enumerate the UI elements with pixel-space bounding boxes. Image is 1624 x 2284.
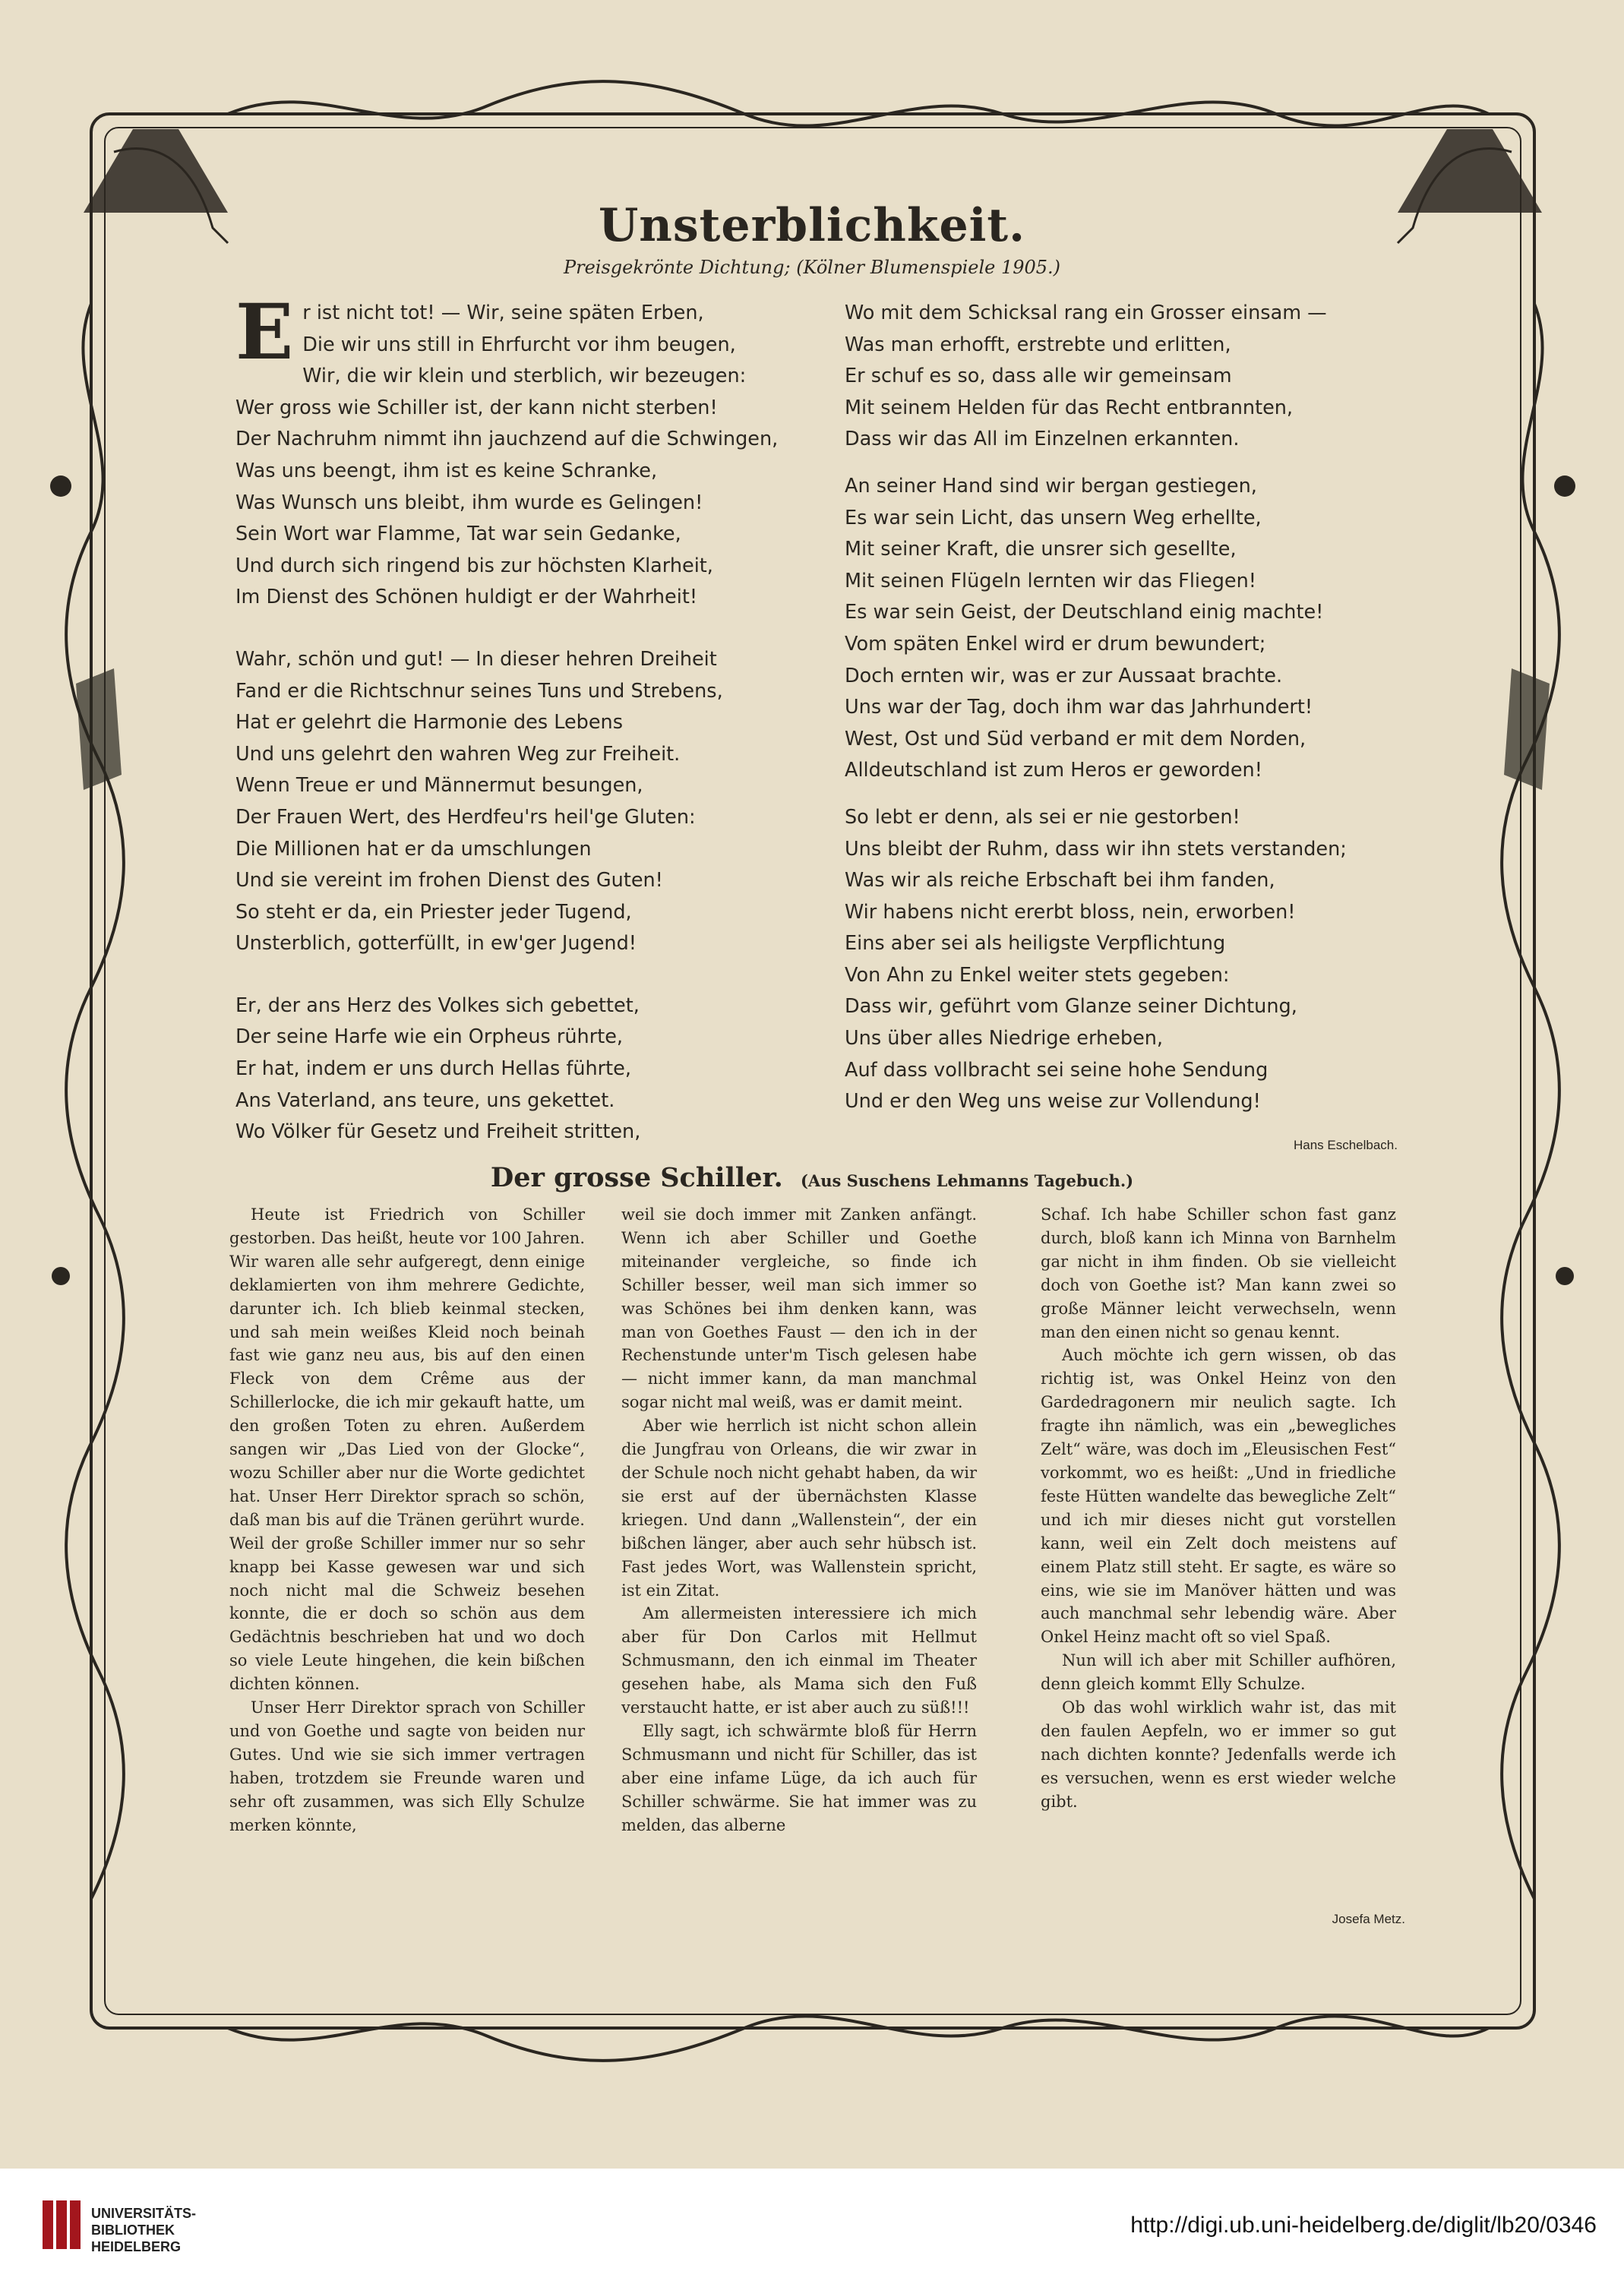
poem-line: Doch ernten wir, was er zur Aussaat brachte. — [845, 664, 1283, 687]
poem-line: So steht er da, ein Priester jeder Tugend, — [235, 900, 632, 924]
hand-right-icon — [1504, 668, 1550, 790]
poem-line: West, Ost und Süd verband er mit dem Norden, — [845, 727, 1306, 750]
paragraph: Auch möchte ich gern wissen, ob das richtig ist, was Onkel Heinz von den Gardedragonern mir neulich sagte. Ich fragte ihn nämlich, was ein „bewegliches Zelt“ wäre, was doch im „Eleusischen Fest“ vorkommt, wo es heißt: „Und in friedliche feste Hütten wandelte das bewegliche Zelt“ und ich mir dieses nicht gut vorstellen kann, weil ein Zelt doch meistens auf einem Platz still steht. Er sagte, es wäre so eins, wie sie im Manöver hätten und was auch manchmal sehr lebendig wäre. Aber Onkel Heinz macht oft so viel Spaß. — [1041, 1346, 1396, 1647]
drop-cap: E — [235, 287, 294, 377]
paragraph: Schaf. Ich habe Schiller schon fast ganz durch, bloß kann ich Minna von Barnhelm gar nicht in ihm finden. Ob sie vielleicht doch von Goethe ist? Man kann zwei so große Männer leicht verwechseln, wenn man den einen nicht so genau kennt. — [1041, 1205, 1396, 1341]
permalink-url[interactable]: http://digi.ub.uni-heidelberg.de/diglit/lb20/0346 — [1130, 2213, 1597, 2238]
poem-line: Und durch sich ringend bis zur höchsten Klarheit, — [235, 554, 713, 577]
poem-line: Mit seinem Helden für das Recht entbrannten, — [845, 396, 1294, 419]
article-title: Der grosse Schiller. — [490, 1162, 783, 1193]
poem-line: Er, der ans Herz des Volkes sich gebettet, — [235, 994, 640, 1017]
poem-line: Unsterblich, gotterfüllt, in ew'ger Jugend! — [235, 932, 637, 956]
poem-stanza — [845, 471, 1407, 787]
poem-line: Eins aber sei als heiligste Verpflichtung — [845, 932, 1226, 956]
paragraph: Elly sagt, ich schwärmte bloß für Herrn Schmusmann und nicht für Schiller, das ist aber eine infame Lüge, da ich auch für Schiller schwärme. Sie hat immer was zu melden, das alberne — [621, 1721, 977, 1834]
poem-line: Was Wunsch uns bleibt, ihm wurde es Gelingen! — [235, 491, 703, 514]
paragraph: Heute ist Friedrich von Schiller gestorben. Das heißt, heute vor 100 Jahren. Wir waren alle sehr aufgeregt, denn einige deklamierten von ihm mehrere Gedichte, darunter ich. Ich blieb keinmal stecken, und sah mein weißes Kleid noch beinah fast wie ganz neu aus, bis auf den einen Fleck von dem Crême aus der Schillerlocke, die ich mir gekauft hatte, um den großen Toten zu ehren. Außerdem sangen wir „Das Lied von der Glocke“, wozu Schiller aber nur die Worte gedichtet hat. Unser Herr Direktor sprach so schön, daß man bis auf die Tränen gerührt wurde. Weil der große Schiller immer nur so sehr knapp bei Kasse gewesen war und sich noch nicht mal die Schweiz besehen konnte, die er doch so schön aus dem Gedächtnis beschrieben hat und wo doch so viele Leute hingehen, die kein bißchen dichten können. — [229, 1205, 585, 1694]
article-column-2 — [621, 1203, 977, 1837]
poem-line: Ans Vaterland, ans teure, uns gekettet. — [235, 1088, 615, 1112]
poem-line: Uns bleibt der Ruhm, dass wir ihn stets verstanden; — [845, 837, 1347, 861]
poem-line: Es war sein Geist, der Deutschland einig machte! — [845, 601, 1324, 624]
paragraph: Am allermeisten interessiere ich mich aber für Don Carlos mit Hellmut Schmusmann, den ich einmal im Theater gesehen habe, als Mama sich den Fuß verstaucht hatte, er ist aber auch zu süß!!! — [621, 1604, 977, 1717]
poem-line: Im Dienst des Schönen huldigt er der Wahrheit! — [235, 586, 698, 609]
poem-stanza — [235, 644, 836, 960]
poem-line: Was uns beengt, ihm ist es keine Schranke, — [235, 459, 658, 482]
poem-line: Hat er gelehrt die Harmonie des Lebens — [235, 711, 623, 734]
poem-line: Uns war der Tag, doch ihm war das Jahrhundert! — [845, 696, 1313, 719]
poem-stanza — [235, 990, 836, 1148]
poem-line: Wahr, schön und gut! — In dieser hehren Dreiheit — [235, 647, 717, 671]
poem-line: Dass wir das All im Einzelnen erkannten. — [845, 428, 1240, 451]
poem-line: Die Millionen hat er da umschlungen — [235, 837, 592, 861]
poem-title: Unsterblichkeit. — [598, 199, 1026, 252]
paragraph: weil sie doch immer mit Zanken anfängt. Wenn ich aber Schiller und Goethe miteinander vergleiche, so finde ich Schiller besser, weil man sich immer so was Schönes bei ihm denken kann, was man von Goethes Faust — den ich in der Rechenstunde unter'm Tisch gelesen habe — nicht immer kann, da man manchmal sogar nicht mal weiß, was er damit meint. — [621, 1205, 977, 1412]
poem-line: Dass wir, geführt vom Glanze seiner Dichtung, — [845, 995, 1297, 1019]
poem-line: Er schuf es so, dass alle wir gemeinsam — [845, 365, 1232, 388]
footer-bar — [0, 2169, 1624, 2284]
poem-line: Es war sein Licht, das unsern Weg erhellte, — [845, 506, 1262, 529]
poem-line: Wo Völker für Gesetz und Freiheit stritten, — [235, 1120, 641, 1144]
poem-line: An seiner Hand sind wir bergan gestiegen, — [845, 474, 1257, 498]
article-column-1 — [229, 1203, 585, 1837]
poem-line: Und er den Weg uns weise zur Vollendung! — [845, 1090, 1261, 1114]
poem-line: Der seine Harfe wie ein Orpheus rührte, — [235, 1025, 623, 1049]
poem-line: Und uns gelehrt den wahren Weg zur Freiheit. — [235, 742, 681, 766]
poem-stanza — [845, 802, 1407, 1118]
poem-line: r ist nicht tot! — Wir, seine späten Erben, — [302, 302, 704, 324]
paragraph: Ob das wohl wirklich wahr ist, das mit den faulen Aepfeln, wo er immer so gut nach dichten konnte? Jedenfalls werde ich es versuchen, wenn es erst wieder welche gibt. — [1041, 1698, 1396, 1811]
poem-line: Auf dass vollbracht sei seine hohe Sendung — [845, 1058, 1269, 1082]
paragraph: Unser Herr Direktor sprach von Schiller und von Goethe und sagte von beiden nur Gutes. Und wie sie sich immer vertragen haben, trotzdem sie Freunde waren und sehr oft zusammen, was sich Elly Schulze merken könnte, — [229, 1698, 585, 1834]
poem-line: Wer gross wie Schiller ist, der kann nicht sterben! — [235, 396, 718, 419]
poem-line: Die wir uns still in Ehrfurcht vor ihm beugen, — [302, 333, 736, 356]
library-name — [91, 2205, 196, 2255]
poem-stanza — [235, 287, 836, 614]
poem-line: Was wir als reiche Erbschaft bei ihm fanden, — [845, 869, 1275, 892]
article-heading — [0, 1162, 1624, 1193]
poem-line: Mit seiner Kraft, die unsrer sich gesellte, — [845, 538, 1237, 561]
article-author: Josefa Metz. — [1332, 1912, 1405, 1926]
poem-line: Vom späten Enkel wird er drum bewundert; — [845, 632, 1266, 656]
library-name-line: UNIVERSITÄTS- — [91, 2206, 197, 2221]
poem-line: Wir, die wir klein und sterblich, wir bezeugen: — [302, 365, 747, 388]
poem-line: Der Frauen Wert, des Herdfeu'rs heil'ge Gluten: — [235, 805, 696, 829]
library-name-line: HEIDELBERG — [91, 2239, 182, 2254]
poem-line: Sein Wort war Flamme, Tat war sein Gedanke, — [235, 523, 681, 546]
poem-left-column — [235, 287, 836, 1179]
poem-author: Hans Eschelbach. — [1293, 1138, 1398, 1152]
article-subtitle: (Aus Suschens Lehmanns Tagebuch.) — [800, 1171, 1134, 1190]
poem-stanza — [845, 298, 1407, 456]
paragraph: Nun will ich aber mit Schiller aufhören, denn gleich kommt Elly Schulze. — [1041, 1651, 1396, 1694]
poem-subtitle: Preisgekrönte Dichtung; (Kölner Blumenspiele 1905.) — [563, 257, 1061, 278]
poem-line: Der Nachruhm nimmt ihn jauchzend auf die Schwingen, — [235, 428, 779, 451]
university-logo-icon — [43, 2200, 81, 2249]
poem-line: Alldeutschland ist zum Heros er geworden! — [845, 759, 1262, 782]
poem-right-column — [845, 298, 1407, 1133]
poem-line: Wo mit dem Schicksal rang ein Grosser einsam — — [845, 302, 1327, 324]
poem-line: Was man erhofft, erstrebte und erlitten, — [845, 333, 1231, 356]
hand-left-icon — [76, 668, 122, 790]
library-name-line: BIBLIOTHEK — [91, 2222, 175, 2238]
paragraph: Aber wie herrlich ist nicht schon allein die Jungfrau von Orleans, die wir zwar in der Schule noch nicht gehabt haben, da wir sie erst auf der übernächsten Klasse kriegen. Und dann „Wallenstein“, der ein bißchen länger, aber auch sehr hübsch ist. Fast jedes Wort, was Wallenstein spricht, ist ein Zitat. — [621, 1417, 977, 1600]
poem-line: Wir habens nicht ererbt bloss, nein, erworben! — [845, 900, 1296, 924]
poem-line: Er hat, indem er uns durch Hellas führte, — [235, 1057, 631, 1081]
poem-line: Uns über alles Niedrige erheben, — [845, 1027, 1164, 1050]
poem-line: Fand er die Richtschnur seines Tuns und Strebens, — [235, 679, 723, 703]
poem-line: Und sie vereint im frohen Dienst des Guten! — [235, 869, 663, 892]
poem-line: Von Ahn zu Enkel weiter stets gegeben: — [845, 963, 1230, 987]
poem-line: Mit seinen Flügeln lernten wir das Fliegen! — [845, 569, 1256, 592]
poem-line: Wenn Treue er und Männermut besungen, — [235, 774, 643, 798]
article-column-3 — [1041, 1203, 1396, 1814]
poem-line: So lebt er denn, als sei er nie gestorben! — [845, 805, 1240, 829]
